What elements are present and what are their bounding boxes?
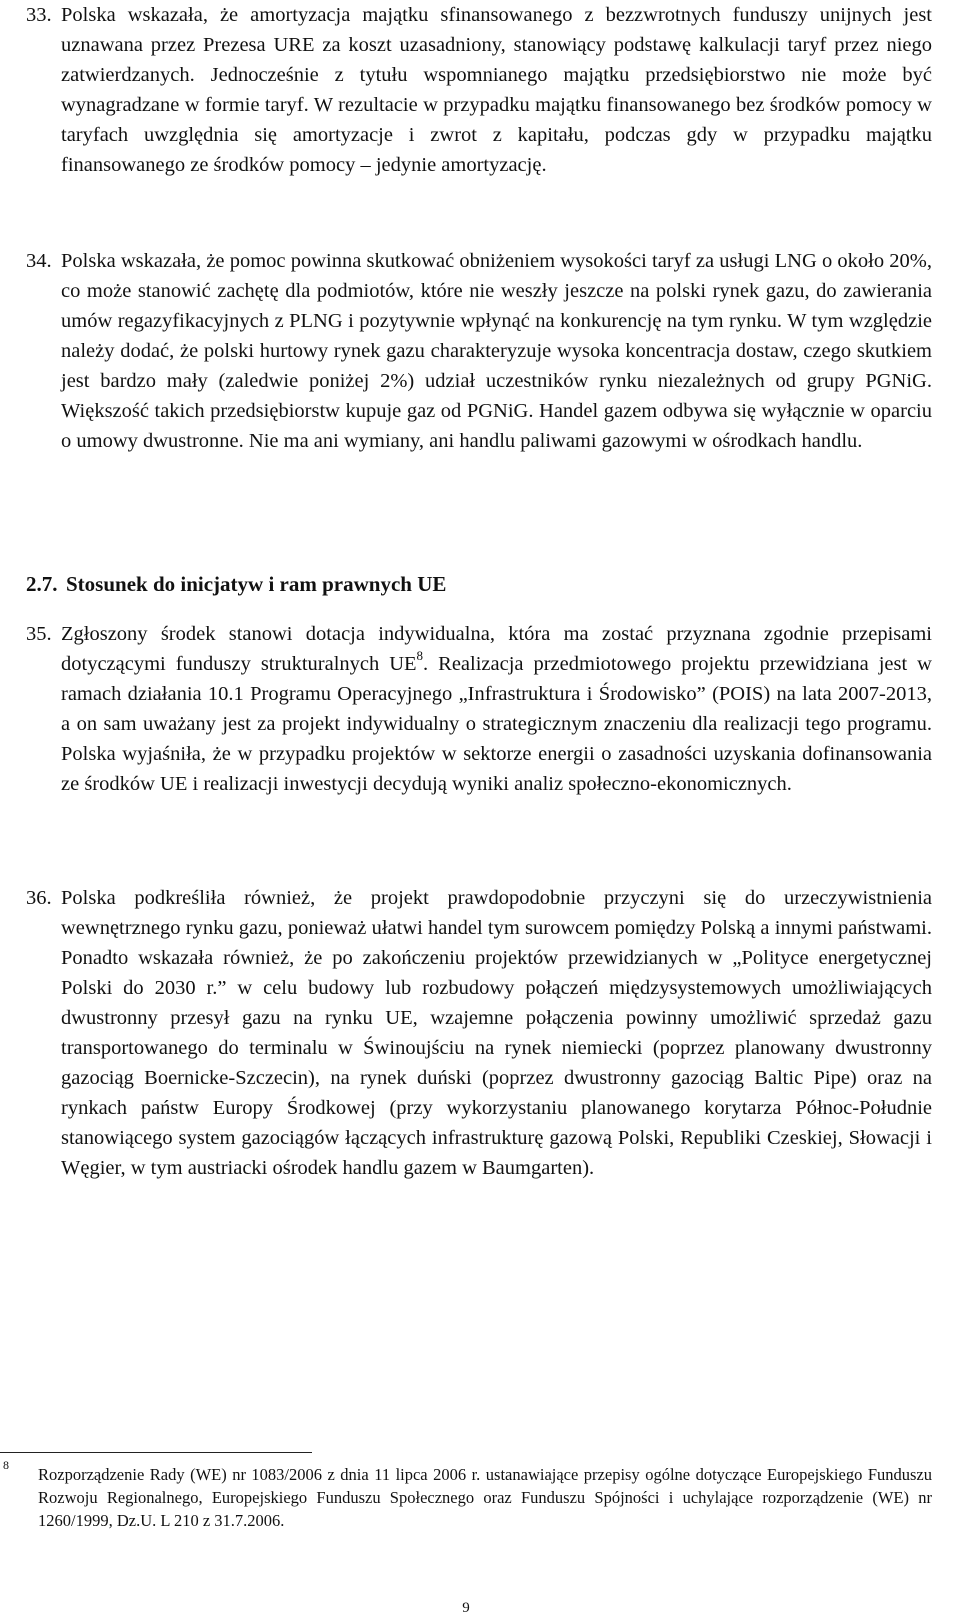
paragraph-text-part: Zgłoszony środek stanowi dotacja indywidualna, która ma zostać przyznana zgodnie przepisami dotyczącymi funduszy strukturalnych UE bbox=[61, 623, 932, 675]
paragraph-number: 34. bbox=[26, 250, 52, 272]
paragraph-number: 36. bbox=[26, 887, 52, 909]
footnote-text: Rozporządzenie Rady (WE) nr 1083/2006 z dnia 11 lipca 2006 r. ustanawiające przepisy ogólne dotyczące Europejskiego Funduszu Rozwoju Regionalnego, Europejskiego Funduszu Społecznego oraz Funduszu Spójności i uchylające rozporządzenie (WE) nr 1260/1999, Dz.U. L 210 z 31.7.2006. bbox=[38, 1465, 932, 1530]
section-heading bbox=[26, 569, 446, 599]
paragraph-text bbox=[61, 619, 932, 799]
paragraph-36 bbox=[26, 883, 932, 1183]
footnote-separator bbox=[0, 1452, 312, 1453]
paragraph-text-part: . Realizacja przedmiotowego projektu przewidziana jest w ramach działania 10.1 Programu Operacyjnego „Infrastruktura i Środowisko” (POIS) na lata 2007-2013, a on sam uważany jest za projekt indywidualny o strategicznym znaczeniu dla realizacji tego programu. Polska wyjaśniła, że w przypadku projektów w sektorze energii o zasadności uzyskania dofinansowania ze środków UE i realizacji inwestycji decydują wyniki analiz społeczno-ekonomicznych. bbox=[61, 653, 932, 795]
section-number: 2.7. bbox=[26, 572, 58, 596]
footnote-reference[interactable]: 8 bbox=[416, 648, 424, 664]
section-title: Stosunek do inicjatyw i ram prawnych UE bbox=[66, 572, 447, 596]
paragraph-34 bbox=[26, 246, 932, 456]
footnote bbox=[0, 1458, 932, 1532]
paragraph-33 bbox=[26, 0, 932, 180]
paragraph-35 bbox=[26, 619, 932, 799]
page-number: 9 bbox=[462, 1600, 470, 1616]
footnote-number: 8 bbox=[3, 1458, 9, 1472]
paragraph-number: 33. bbox=[26, 4, 52, 26]
paragraph-text: Polska podkreśliła również, że projekt prawdopodobnie przyczyni się do urzeczywistnienia wewnętrznego rynku gazu, ponieważ ułatwi handel tym surowcem pomiędzy Polską a innymi państwami. Ponadto wskazała również, że po zakończeniu projektów przewidzianych w „Polityce energetycznej Polski do 2030 r.” w celu budowy lub rozbudowy połączeń międzysystemowych umożliwiających dwustronny przesył gazu na rynku UE, wzajemne połączenia powinny umożliwić sprzedaż gazu transportowanego do terminalu w Świnoujściu na rynek niemiecki (poprzez planowany dwustronny gazociąg Boernicke-Szczecin), na rynek duński (poprzez dwustronny gazociąg Baltic Pipe) oraz na rynkach państw Europy Środkowej (przy wykorzystaniu planowanego korytarza Północ-Południe stanowiącego system gazociągów łączących infrastrukturę gazową Polski, Republiki Czeskiej, Słowacji i Węgier, w tym austriacki ośrodek handlu gazem w Baumgarten). bbox=[61, 887, 932, 1179]
paragraph-text: Polska wskazała, że amortyzacja majątku sfinansowanego z bezzwrotnych funduszy unijnych jest uznawana przez Prezesa URE za koszt uzasadniony, stanowiący podstawę kalkulacji taryf przez niego zatwierdzanych. Jednocześnie z tytułu wspomnianego majątku przedsiębiorstwo nie może być wynagradzane w formie taryf. W rezultacie w przypadku majątku finansowanego bez środków pomocy w taryfach uwzględnia się amortyzacje i zwrot z kapitału, podczas gdy w przypadku majątku finansowanego ze środków pomocy – jedynie amortyzację. bbox=[61, 4, 932, 176]
paragraph-text: Polska wskazała, że pomoc powinna skutkować obniżeniem wysokości taryf za usługi LNG o około 20%, co może stanowić zachętę dla podmiotów, które nie weszły jeszcze na polski rynek gazu, do zawierania umów regazyfikacyjnych z PLNG i pozytywnie wpłynąć na konkurencję na tym rynku. W tym względzie należy dodać, że polski hurtowy rynek gazu charakteryzuje wysoka koncentracja dostaw, czego skutkiem jest bardzo mały (zaledwie poniżej 2%) udział uczestników rynku niezależnych od grupy PGNiG. Większość takich przedsiębiorstw kupuje gaz od PGNiG. Handel gazem odbywa się wyłącznie w oparciu o umowy dwustronne. Nie ma ani wymiany, ani handlu paliwami gazowymi w ośrodkach handlu. bbox=[61, 250, 932, 452]
paragraph-number: 35. bbox=[26, 623, 52, 645]
